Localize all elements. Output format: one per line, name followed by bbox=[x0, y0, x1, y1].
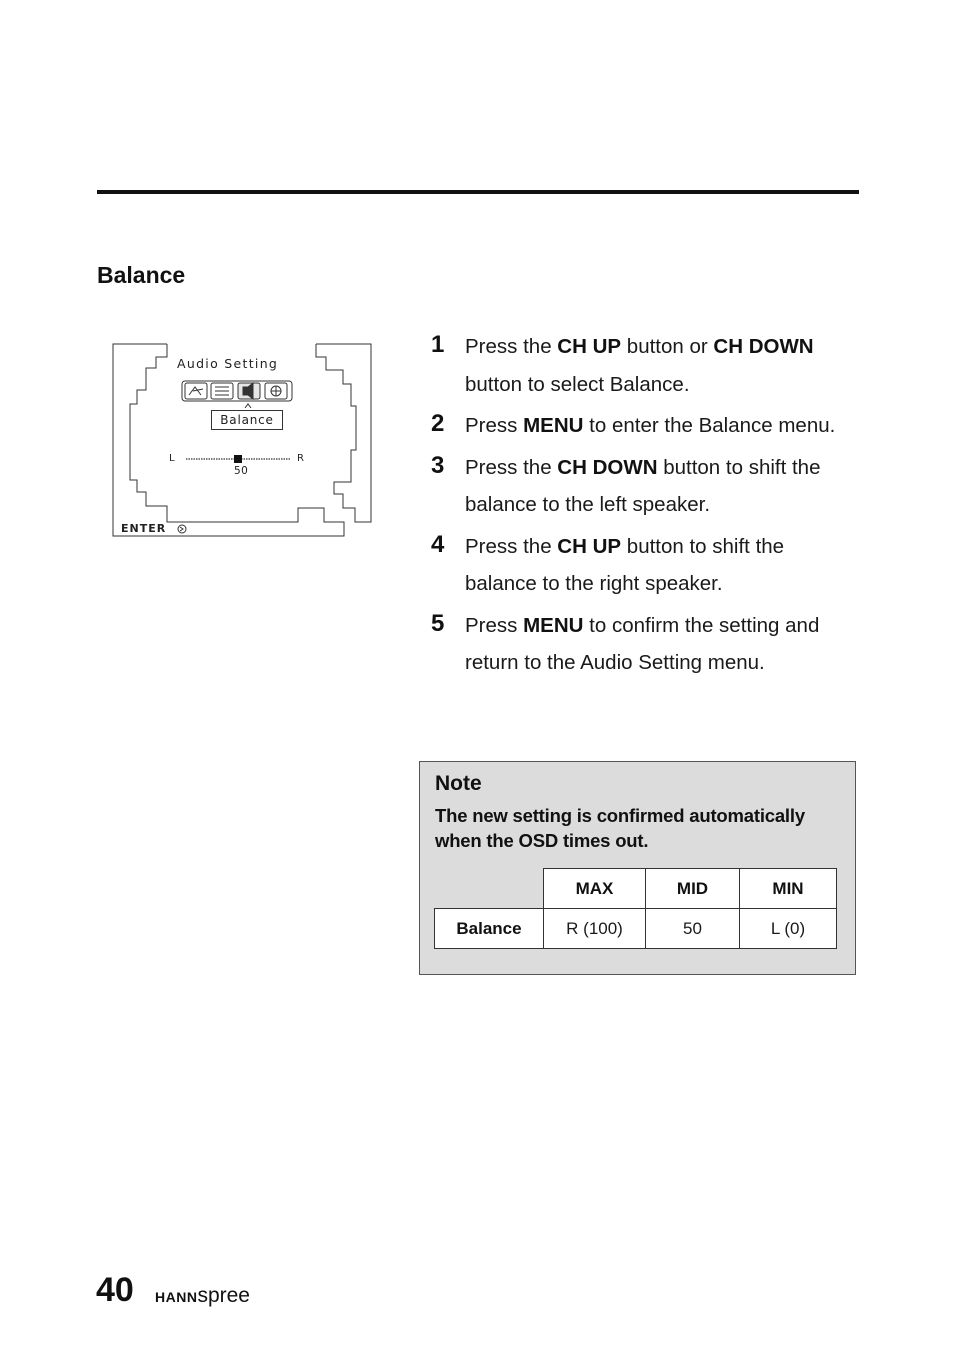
note-title: Note bbox=[435, 772, 482, 795]
section-title: Balance bbox=[97, 262, 186, 288]
step-item bbox=[430, 528, 860, 603]
osd-left-border bbox=[113, 344, 344, 536]
osd-balance-slider bbox=[186, 455, 290, 463]
brand-light: spree bbox=[197, 1284, 250, 1307]
table-cell: L (0) bbox=[740, 909, 837, 949]
step-text: Press bbox=[465, 613, 524, 637]
table-header: MID bbox=[646, 869, 740, 909]
step-item bbox=[430, 449, 860, 524]
step-text: Press the bbox=[465, 534, 558, 558]
osd-right-border bbox=[316, 344, 371, 522]
osd-left-label: L bbox=[169, 453, 175, 464]
step-text: to enter the Balance menu. bbox=[583, 414, 836, 437]
balance-table bbox=[434, 868, 837, 949]
brand-bold: HANN bbox=[155, 1289, 198, 1305]
osd-value: 50 bbox=[234, 465, 249, 477]
step-key: MENU bbox=[523, 613, 584, 637]
table-header-row bbox=[435, 869, 837, 909]
step-item bbox=[430, 407, 860, 445]
table-header: MAX bbox=[544, 869, 646, 909]
step-number: 3 bbox=[431, 451, 445, 479]
osd-selected-item: Balance bbox=[211, 410, 283, 430]
osd-title: Audio Setting bbox=[177, 356, 279, 371]
step-key: MENU bbox=[523, 414, 584, 437]
picture-icon bbox=[185, 383, 207, 399]
step-text: button to select Balance. bbox=[465, 372, 690, 396]
table-header: MIN bbox=[740, 869, 837, 909]
note-text: The new setting is confirmed automatically when the OSD times out. bbox=[435, 805, 805, 851]
table-cell: 50 bbox=[646, 909, 740, 949]
enter-icon bbox=[178, 525, 186, 533]
step-key: CH DOWN bbox=[557, 455, 658, 479]
step-text: Press the bbox=[465, 335, 558, 358]
page-number: 40 bbox=[96, 1271, 134, 1309]
step-key: CH DOWN bbox=[713, 335, 814, 358]
step-item bbox=[430, 607, 860, 682]
step-text: Press bbox=[465, 414, 524, 437]
step-number: 1 bbox=[431, 331, 445, 358]
top-rule bbox=[97, 190, 859, 194]
steps-list bbox=[430, 328, 860, 686]
osd-icon-bar bbox=[182, 381, 292, 408]
table-row bbox=[435, 909, 837, 949]
step-number: 5 bbox=[431, 609, 445, 637]
step-key: CH UP bbox=[557, 335, 622, 358]
step-text: Press the bbox=[465, 455, 558, 479]
table-corner bbox=[435, 869, 544, 909]
step-number: 2 bbox=[431, 410, 445, 437]
step-text: button to shift the balance to the right speaker. bbox=[465, 534, 785, 595]
osd-right-label: R bbox=[297, 453, 304, 464]
osd-illustration bbox=[112, 342, 374, 538]
step-key: CH UP bbox=[557, 534, 622, 558]
table-cell: R (100) bbox=[544, 909, 646, 949]
step-item bbox=[430, 328, 860, 403]
brand-logo bbox=[155, 1284, 250, 1308]
table-row-label: Balance bbox=[435, 909, 544, 949]
note-box bbox=[419, 761, 856, 975]
osd-enter-label: ENTER bbox=[121, 522, 167, 535]
step-number: 4 bbox=[431, 530, 445, 558]
slider-thumb bbox=[234, 455, 242, 463]
step-text: button to shift the balance to the left speaker. bbox=[465, 455, 821, 516]
step-text: button or bbox=[621, 335, 714, 358]
osd-frame bbox=[112, 342, 374, 538]
step-text: to confirm the setting and return to the Audio Setting menu. bbox=[465, 613, 820, 674]
